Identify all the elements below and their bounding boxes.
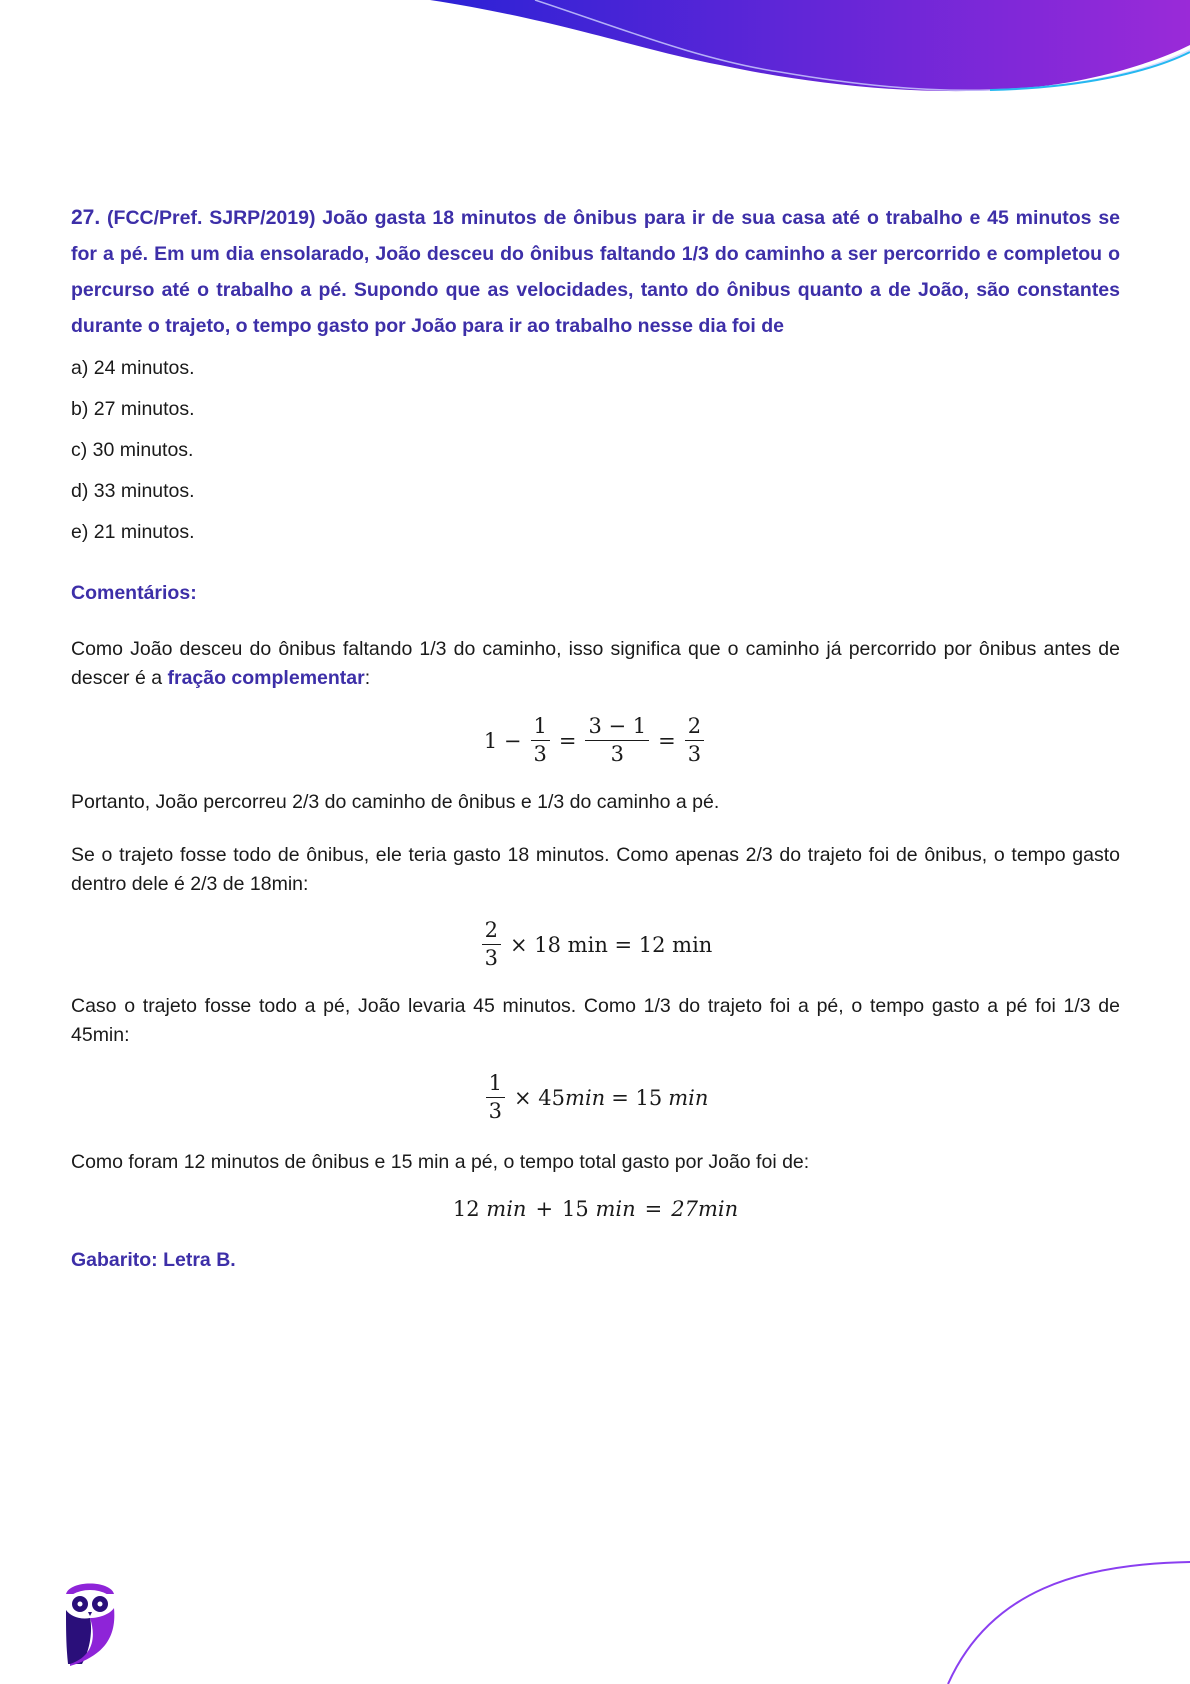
comment-paragraph-4: Caso o trajeto fosse todo a pé, João levaria 45 minutos. Como 1/3 do trajeto foi a pé, o tempo gasto a pé foi 1/3 de 45min: [71,995,1120,1047]
comments-heading: Comentários: [71,582,197,604]
option-e: e) 21 minutos. [71,521,195,543]
question-statement [71,200,1120,344]
option-d: d) 33 minutos. [71,480,195,502]
comment-paragraph-1 [71,635,1120,693]
answer-options [71,348,1120,553]
eq4-unit: min [697,1196,739,1221]
document-body [71,200,1120,1272]
numerator: 2 [482,919,501,945]
owl-logo-icon [62,1576,118,1668]
eq3-mid: = 15 [611,1085,663,1110]
fraction [685,715,704,766]
denominator: 3 [488,1099,503,1124]
denominator: 3 [533,742,547,767]
header-wave-decoration [0,0,1190,110]
equation-total-time [71,1197,1120,1221]
answer-key: Gabarito: Letra B. [71,1248,236,1271]
equation-bus-time [71,919,1120,970]
option-c: c) 30 minutos. [71,439,194,461]
eq1-lead: 1 − [483,728,522,753]
footer-arc-decoration [900,1550,1190,1684]
denominator: 3 [484,946,499,971]
eq4-c: 27 [671,1196,698,1221]
p1-text: Como João desceu do ônibus faltando 1/3 do caminho, isso significa que o caminho já percorrido por ônibus antes de descer é a [71,638,1120,689]
option-b: b) 27 minutos. [71,398,195,420]
fraction [531,715,550,766]
denominator: 3 [610,742,624,767]
option-a: a) 24 minutos. [71,357,195,379]
comment-paragraph-3: Se o trajeto fosse todo de ônibus, ele teria gasto 18 minutos. Como apenas 2/3 do trajeto foi de ônibus, o tempo gasto dentro dele é 2/3 de 18min: [71,844,1120,896]
equation-walk-time [71,1072,1120,1123]
numerator: 1 [531,715,550,741]
plus-sign: + [535,1196,554,1221]
equals-sign: = [644,1196,663,1221]
fraction [486,1072,505,1123]
numerator: 2 [685,715,704,741]
fraction [585,715,649,766]
equals-sign: = [658,728,676,753]
eq4-a: 12 [452,1196,480,1221]
numerator: 1 [486,1072,505,1098]
question-number: 27. [71,206,101,229]
equals-sign: = [558,728,577,753]
eq2-rest: × 18 min = 12 min [510,932,713,957]
eq3-unit: min [565,1085,606,1110]
eq4-b: 15 [562,1196,589,1221]
denominator: 3 [687,742,702,767]
comment-paragraph-2: Portanto, João percorreu 2/3 do caminho de ônibus e 1/3 do caminho a pé. [71,791,720,814]
p1-colon: : [364,667,371,689]
question-text: (FCC/Pref. SJRP/2019) João gasta 18 minutos de ônibus para ir de sua casa até o trabalho e 45 minutos se for a pé. Em um dia ensolarado, João desceu do ônibus faltando 1/3 do caminho a ser percorrido e completou o percurso até o trabalho a pé. Supondo que as velocidades, tanto do ônibus quanto a de João, são constantes durante o trajeto, o tempo gasto por João para ir ao trabalho nesse dia foi de [71,207,1121,337]
highlight-complementary-fraction: fração complementar [167,667,365,689]
eq3-times: × 45 [514,1085,566,1110]
equation-complementary-fraction [71,715,1120,766]
numerator: 3 − 1 [585,715,649,741]
fraction [482,919,501,970]
eq3-unit: min [668,1085,709,1110]
eq4-unit: min [595,1196,636,1221]
eq4-unit: min [486,1196,527,1221]
comment-paragraph-5: Como foram 12 minutos de ônibus e 15 min a pé, o tempo total gasto por João foi de: [71,1150,810,1173]
